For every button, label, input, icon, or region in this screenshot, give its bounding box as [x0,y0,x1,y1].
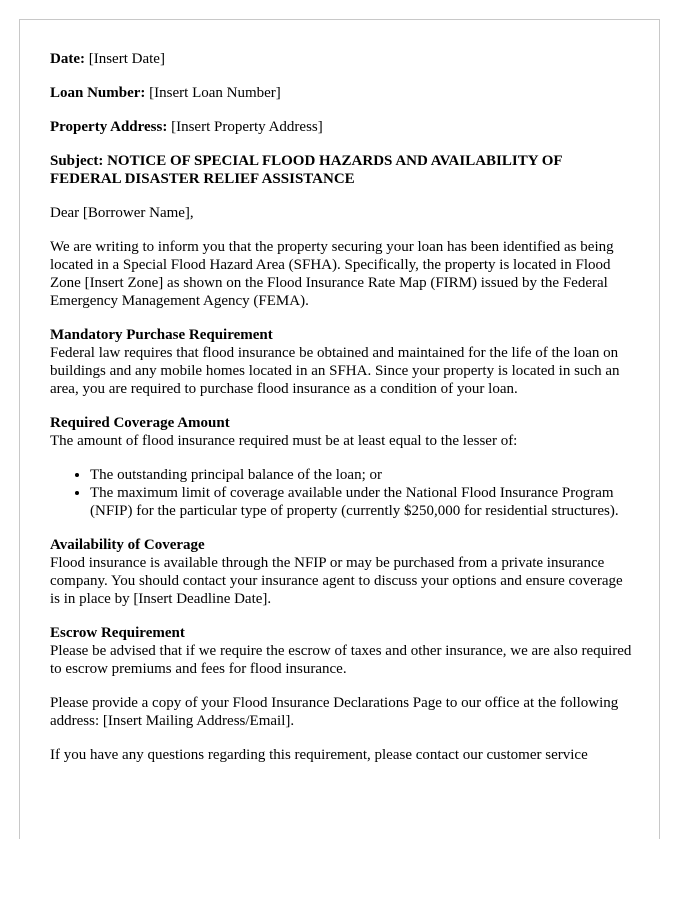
mandatory-purchase-title: Mandatory Purchase Requirement [50,327,273,343]
coverage-title: Required Coverage Amount [50,415,230,431]
escrow-title: Escrow Requirement [50,625,185,641]
intro-paragraph: We are writing to inform you that the property securing your loan has been identified as being located in a Special Flood Hazard Area (SFHA). Specifically, the property is located in Flood Zone [Insert Zone] as shown on the Flood Insurance Rate Map (FIRM) issued by the Federal Emergency Management Agency (FEMA). [50,239,614,309]
subject-label: Subject: [50,153,104,169]
availability-section [50,536,635,608]
coverage-list [50,466,635,520]
list-item: • The outstanding principal balance of the loan; or [90,466,635,484]
date-line [50,50,635,68]
property-address-line [50,118,635,136]
letter-page [19,19,660,839]
escrow-section [50,624,635,678]
declarations-paragraph: Please provide a copy of your Flood Insurance Declarations Page to our office at the following address: [Insert Mailing Address/Email]. [50,695,619,729]
letter-content [50,50,635,780]
loan-number-value: [Insert Loan Number] [145,85,281,101]
coverage-section [50,414,635,520]
loan-number-line [50,84,635,102]
subject-value: NOTICE OF SPECIAL FLOOD HAZARDS AND AVAILABILITY OF FEDERAL DISASTER RELIEF ASSISTANCE [50,153,563,187]
date-value: [Insert Date] [84,51,165,67]
mandatory-purchase-body: Federal law requires that flood insurance be obtained and maintained for the life of the loan on buildings and any mobile homes located in an SFHA. Since your property is located in such an area, you are required to purchase flood insurance as a condition of your loan. [50,345,620,397]
escrow-body: Please be advised that if we require the escrow of taxes and other insurance, we are also required to escrow premiums and fees for flood insurance. [50,643,632,677]
salutation: Dear [Borrower Name], [50,205,194,221]
subject-line [50,152,635,188]
availability-title: Availability of Coverage [50,537,205,553]
property-address-value: [Insert Property Address] [167,119,323,135]
closing-paragraph: If you have any questions regarding this requirement, please contact our customer service [50,747,588,763]
coverage-body: The amount of flood insurance required must be at least equal to the lesser of: [50,433,518,449]
property-address-label: Property Address: [50,119,168,135]
loan-number-label: Loan Number: [50,85,146,101]
list-item: • The maximum limit of coverage available under the National Flood Insurance Program (NFIP) for the particular type of property (currently $250,000 for residential structures). [90,484,635,520]
availability-body: Flood insurance is available through the NFIP or may be purchased from a private insurance company. You should contact your insurance agent to discuss your options and ensure coverage is in place by [Insert Deadline Date]. [50,555,623,607]
date-label: Date: [50,51,85,67]
coverage-intro [50,414,635,450]
mandatory-purchase-section [50,326,635,398]
